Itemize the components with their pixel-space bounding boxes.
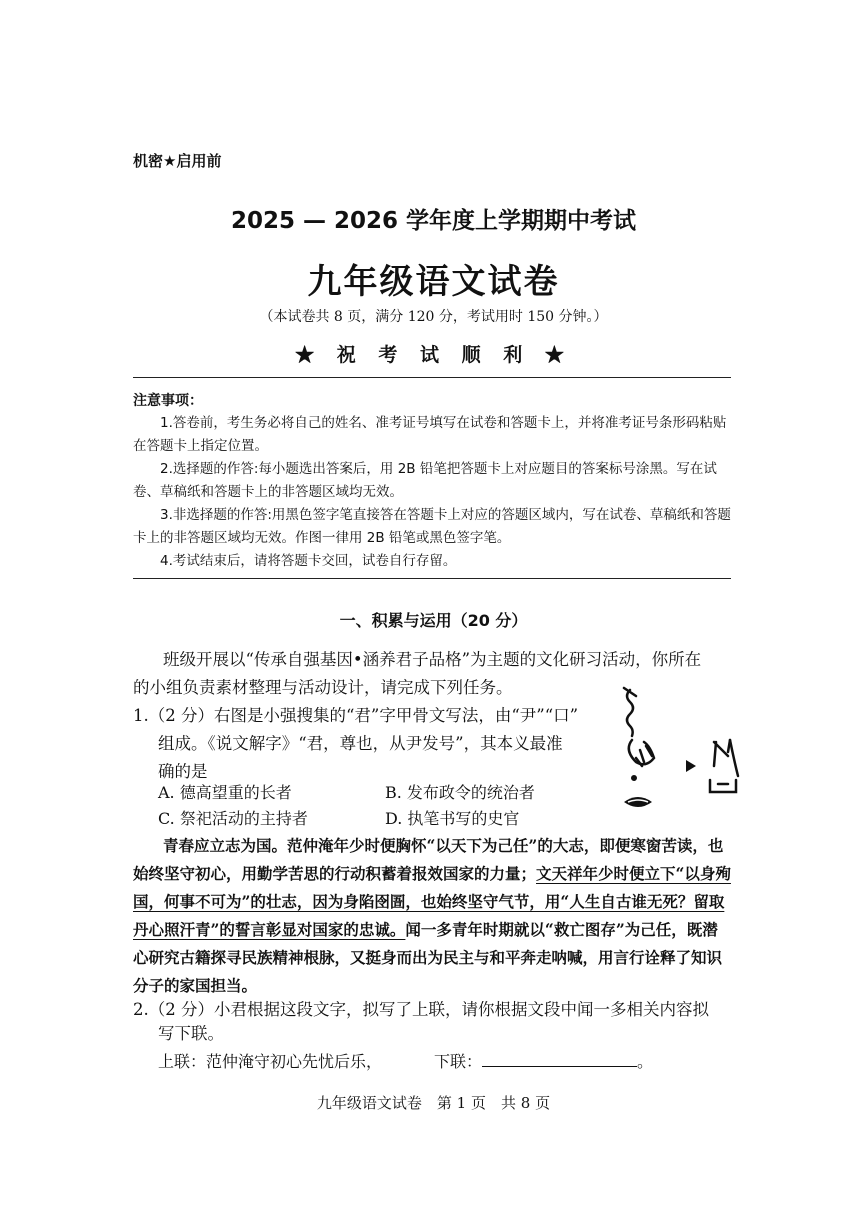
notes-heading: 注意事项： [133, 393, 203, 409]
passage-part-2: 闻一多青年时期就以“救亡图存”为己任，既潜心研究古籍探寻民族精神根脉，又挺身而出为民主与和平奔走呐喊，用言行诠释了知识分子的家国担当。 [133, 920, 723, 995]
q1-option-b[interactable]: B. 发布政令的统治者 [385, 783, 535, 802]
bottom-divider [133, 578, 731, 579]
couplet-lower [434, 1049, 653, 1072]
note-item: 4.考试结束后，请将答题卡交回，试卷自行存留。 [160, 553, 457, 569]
reading-passage [133, 832, 733, 1000]
passage-part-1: 青春应立志为国。范仲淹年少时便胸怀“以天下为己任”的大志，即便寒窗苦读，也始终坚守初心，用勤学苦思的行动积蓄着报效国家的力量； [133, 836, 724, 883]
couplet-lower-end: 。 [637, 1052, 654, 1071]
q2-stem: 写下联。 [158, 1024, 224, 1043]
note-item: 1.答卷前，考生务必将自己的姓名、准考证号填写在试卷和答题卡上，并将准考证号条形码粘贴在答题卡上指定位置。 [133, 415, 727, 454]
q1-option-c[interactable]: C. 祭祀活动的主持者 [158, 809, 308, 828]
page-footer: 九年级语文试卷 第 1 页 共 8 页 [316, 1094, 551, 1112]
couplet-lower-blank[interactable] [482, 1052, 637, 1067]
paper-title: 九年级语文试卷 [307, 262, 560, 302]
q1-option-d[interactable]: D. 执笔书写的史官 [385, 809, 520, 828]
couplet-upper: 上联：范仲淹守初心先忧后乐， [158, 1052, 383, 1071]
note-item: 2.选择题的作答:每小题选出答案后，用 2B 铅笔把答题卡上对应题目的答案标号涂黑。写在试卷、草稿纸和答题卡上的非答题区域均无效。 [133, 461, 717, 500]
section-title: 一、积累与运用（20 分） [339, 611, 528, 630]
q1-stem: 组成。《说文解字》“君，尊也，从尹发号”，其本义最准 [158, 734, 563, 753]
q2-stem: 2.（2 分）小君根据这段文字，拟写了上联，请你根据文段中闻一多相关内容拟 [133, 1000, 709, 1019]
couplet-lower-label: 下联： [434, 1052, 483, 1071]
intro-line: 班级开展以“传承自强基因•涵养君子品格”为主题的文化研习活动，你所在 [163, 650, 702, 669]
q1-stem: 1.（2 分）右图是小强搜集的“君”字甲骨文写法，由“尹”“口” [133, 706, 579, 725]
q1-option-a[interactable]: A. 德高望重的长者 [158, 783, 292, 802]
note-item: 3.非选择题的作答:用黑色签字笔直接答在答题卡上对应的答题区域内，写在试卷、草稿纸和答题卡上的非答题区域均无效。作图一律用 2B 铅笔或黑色签字笔。 [133, 507, 731, 546]
confidential-label: 机密★启用前 [133, 152, 222, 170]
top-divider [133, 377, 731, 378]
oracle-bone-jun-figure [610, 680, 750, 820]
intro-line: 的小组负责素材整理与活动设计，请完成下列任务。 [133, 678, 513, 697]
wish-line: ★ 祝 考 试 顺 利 ★ [295, 344, 572, 366]
exam-title: 2025 — 2026 学年度上学期期中考试 [230, 208, 637, 234]
paper-info: （本试卷共 8 页，满分 120 分，考试用时 150 分钟。） [259, 309, 608, 325]
q1-stem: 确的是 [158, 762, 208, 781]
passage-underlined: 文天祥年少时便立下“以身殉国，何事不可为”的壮志，因为身陷囹圄，也始终坚守气节，用“人生自古谁无死？留取丹心照汗青”的誓言彰显对国家的忠诚。 [133, 864, 731, 939]
